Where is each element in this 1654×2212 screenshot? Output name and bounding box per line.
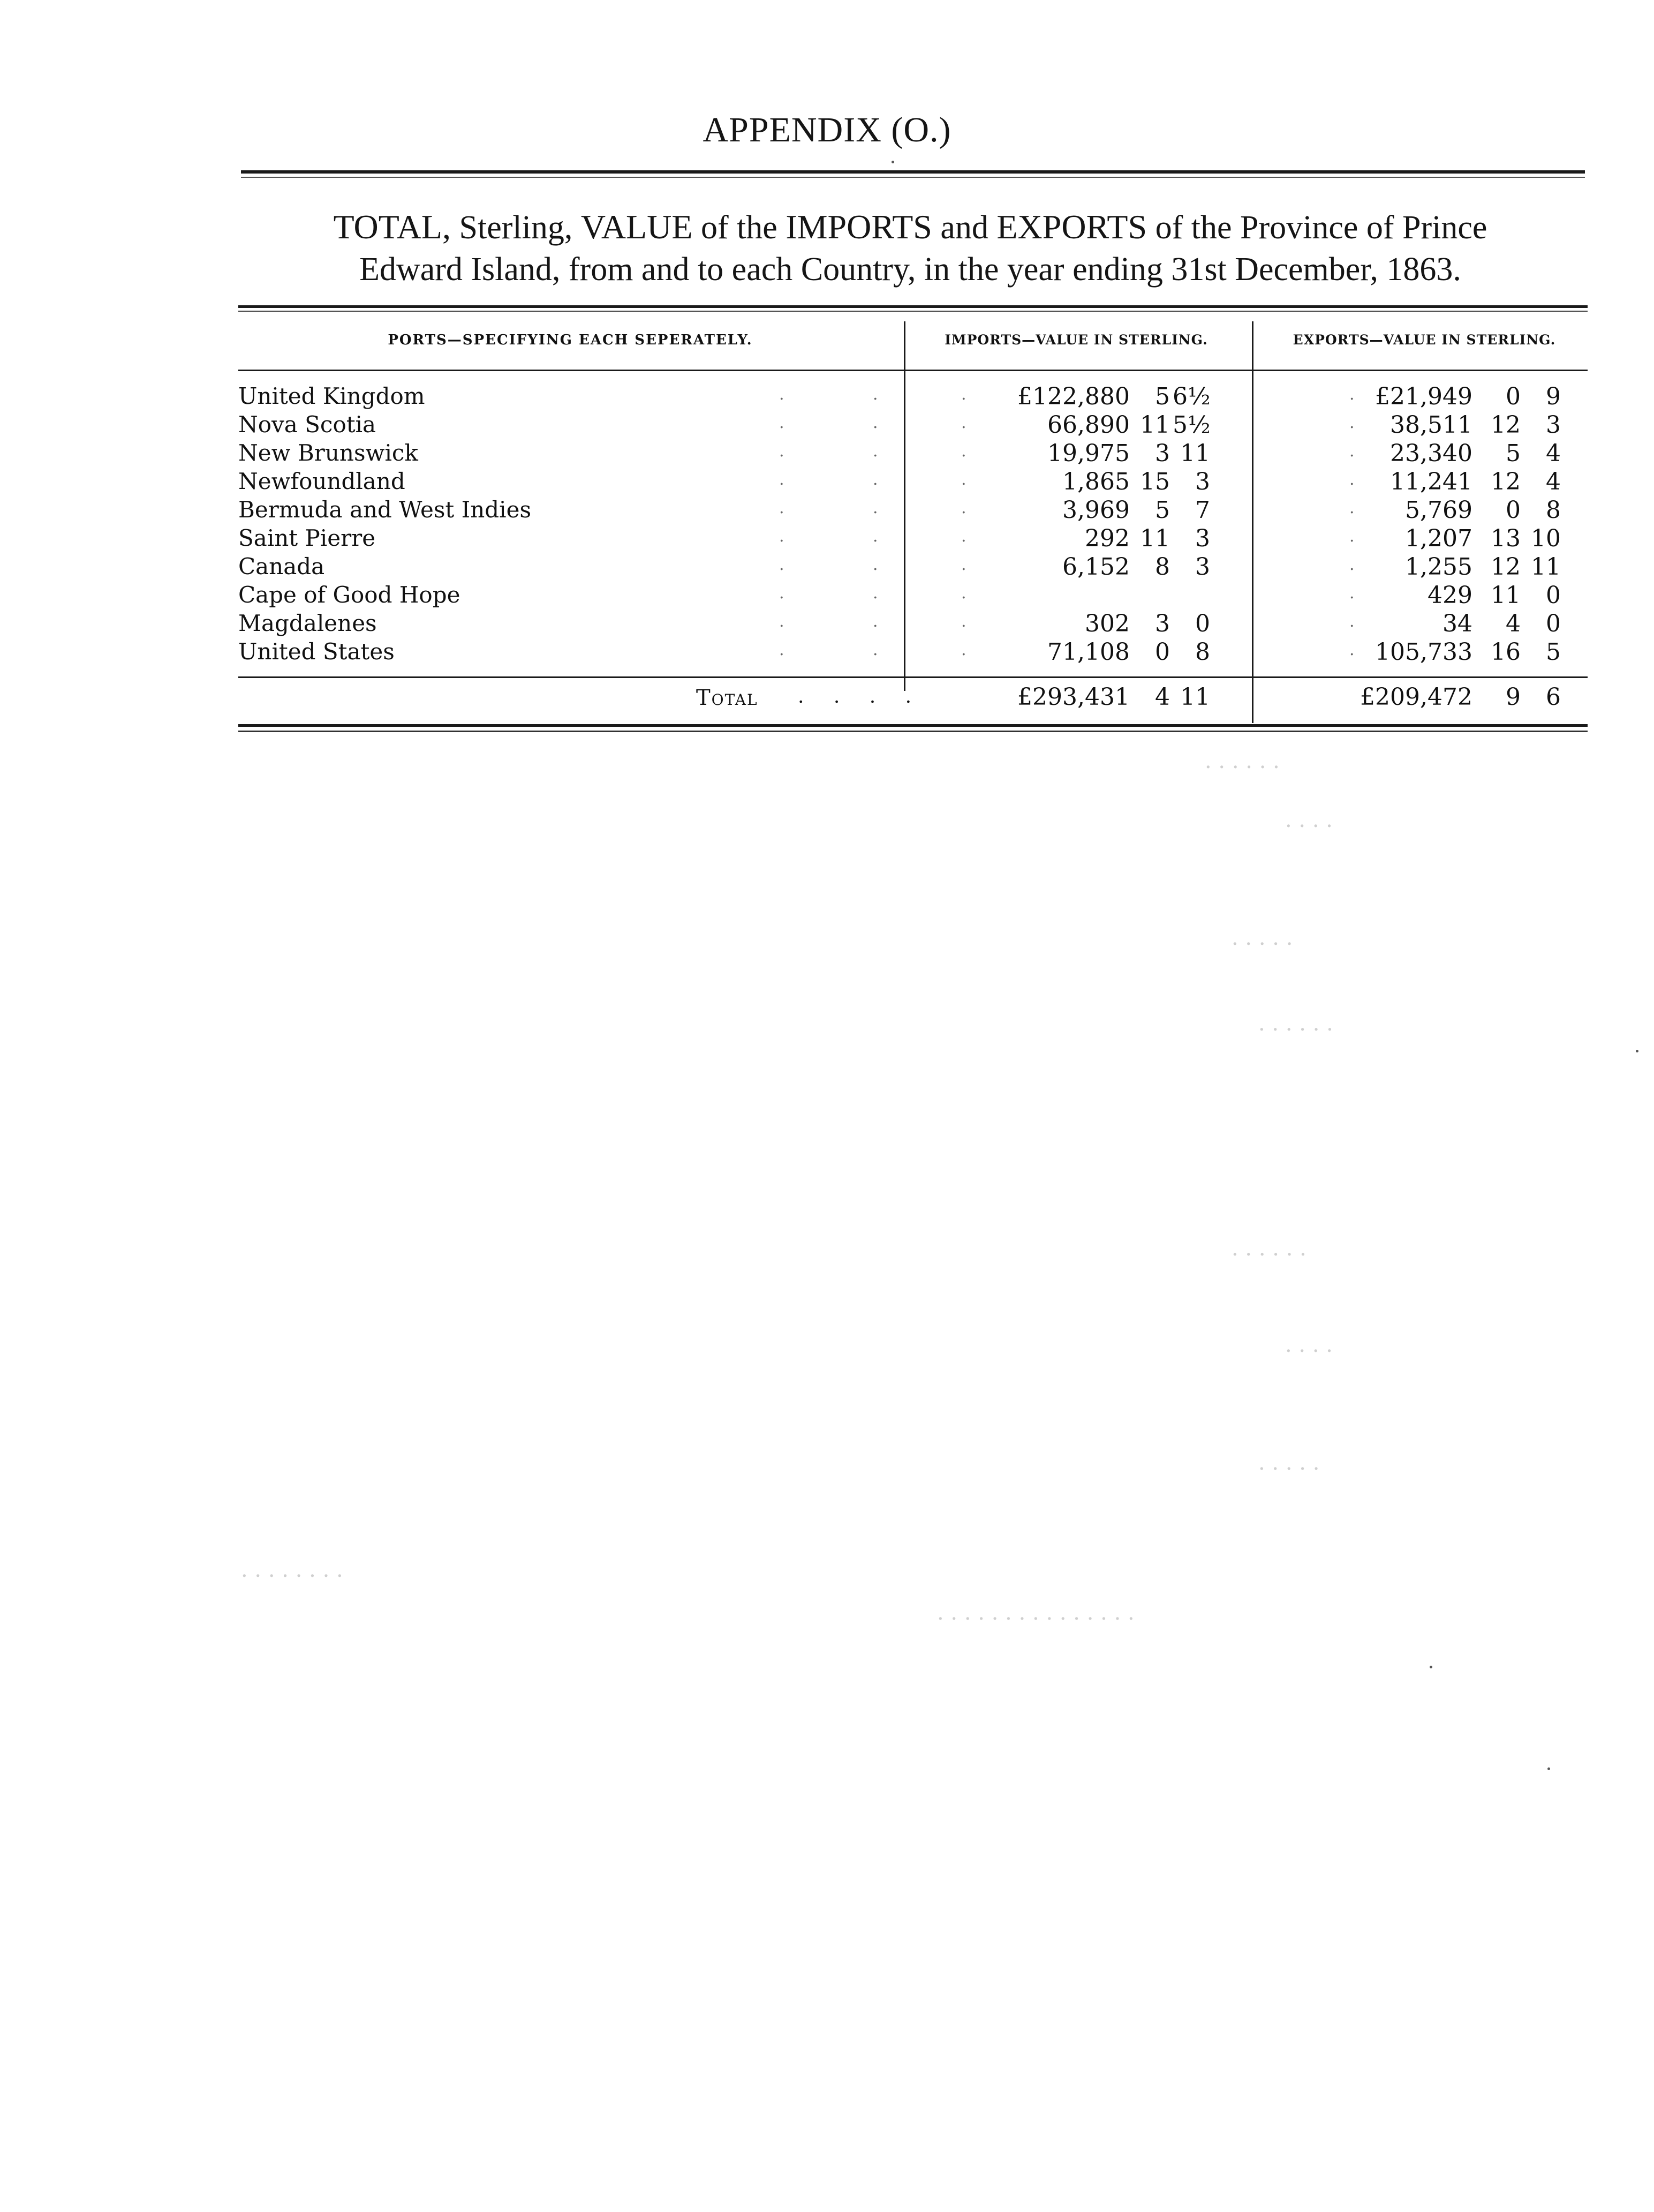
imports-shillings: 0 (1155, 638, 1170, 666)
leader-dot: . (1349, 527, 1355, 546)
port-name: United Kingdom (238, 383, 425, 409)
leader-dot: . (1349, 499, 1355, 517)
total-imports-shillings: 4 (1155, 683, 1170, 711)
imports-pence: 5½ (1173, 411, 1211, 439)
port-name: Newfoundland (238, 468, 405, 494)
imports-shillings: 5 (1155, 383, 1170, 410)
column-divider-2 (1252, 321, 1253, 723)
leader-dot: . (779, 584, 784, 603)
imports-pence: 3 (1195, 553, 1210, 581)
total-imports-pounds: £293,431 (1017, 683, 1130, 711)
imports-pence: 6½ (1173, 383, 1211, 410)
leader-dot: . (1349, 442, 1355, 461)
leader-dot: . (779, 499, 784, 517)
leader-dot: . (1349, 385, 1355, 404)
exports-pence: 9 (1546, 383, 1561, 410)
leader-dot: . (779, 470, 784, 489)
leader-dot: . (779, 527, 784, 546)
page-speck (1547, 1767, 1550, 1770)
imports-shillings: 5 (1155, 496, 1170, 524)
port-name: United States (238, 638, 395, 665)
imports-pounds: 3,969 (1062, 496, 1130, 524)
total-exports-pence: 6 (1546, 683, 1561, 711)
title-text-1: Sterling, (451, 209, 581, 246)
imports-shillings: 3 (1155, 440, 1170, 467)
imports-pence: 0 (1195, 610, 1210, 637)
imports-pence: 3 (1195, 468, 1210, 495)
exports-pence: 8 (1546, 496, 1561, 524)
table-top-rule (238, 305, 1588, 308)
port-name: New Brunswick (238, 440, 418, 466)
page-speck (1430, 1666, 1432, 1668)
exports-pence: 10 (1531, 525, 1561, 552)
leader-dot: . (873, 612, 878, 631)
exports-shillings: 13 (1491, 525, 1521, 552)
leader-dot: . (873, 527, 878, 546)
exports-pounds: 1,207 (1405, 525, 1472, 552)
exports-pence: 4 (1546, 440, 1561, 467)
imports-pence: 7 (1195, 496, 1210, 524)
imports-shillings: 15 (1140, 468, 1170, 495)
exports-pence: 3 (1546, 411, 1561, 439)
imports-shillings: 8 (1155, 553, 1170, 581)
leader-dot: . (1349, 470, 1355, 489)
title-line-2: Edward Island, from and to each Country, in the year ending 31st December, 1863. (359, 251, 1461, 288)
appendix-heading: APPENDIX (O.) (703, 110, 951, 149)
leader-dot: . (961, 641, 966, 659)
total-rule (238, 676, 1588, 678)
imports-pence: 3 (1195, 525, 1210, 552)
imports-pence: 8 (1195, 638, 1210, 666)
heading-rule-thick (241, 170, 1585, 174)
title-word-imports: IMPORTS (786, 208, 932, 246)
exports-pence: 0 (1546, 610, 1561, 637)
port-name: Bermuda and West Indies (238, 496, 532, 523)
exports-shillings: 0 (1506, 496, 1521, 524)
port-name: Canada (238, 553, 325, 580)
leader-dot: . (873, 584, 878, 603)
imports-pounds: 6,152 (1062, 553, 1130, 581)
imports-shillings: 11 (1140, 525, 1170, 552)
leader-dot: . (961, 612, 966, 631)
leader-dot: . (873, 385, 878, 404)
leader-dot: . (873, 442, 878, 461)
exports-pence: 5 (1546, 638, 1561, 666)
exports-pounds: 5,769 (1405, 496, 1472, 524)
leader-dot: . (961, 470, 966, 489)
leader-dot: . (1349, 413, 1355, 432)
leader-dot: . (961, 555, 966, 574)
leader-dot: . (873, 470, 878, 489)
exports-pence: 11 (1531, 553, 1561, 581)
total-leader-dots: . . . . (798, 686, 924, 708)
column-header-imports: IMPORTS—VALUE IN STERLING. (945, 332, 1208, 348)
column-header-ports: PORTS—SPECIFYING EACH SEPERATELY. (388, 332, 753, 348)
title-word-exports: EXPORTS (996, 208, 1147, 246)
leader-dot: . (1349, 584, 1355, 603)
table-title (225, 206, 1596, 290)
total-exports-pounds: £209,472 (1360, 683, 1472, 711)
exports-shillings: 5 (1506, 440, 1521, 467)
column-header-exports: EXPORTS—VALUE IN STERLING. (1293, 332, 1556, 348)
imports-pounds: 71,108 (1047, 638, 1130, 666)
exports-pounds: 105,733 (1375, 638, 1472, 666)
heading-rule-thin (241, 177, 1585, 178)
leader-dot: . (1349, 612, 1355, 631)
imports-pounds: 302 (1085, 610, 1130, 637)
leader-dot: . (961, 584, 966, 603)
leader-dot: . (961, 442, 966, 461)
page-speck (892, 161, 894, 163)
table-top-rule-thin (238, 311, 1588, 312)
total-label: Total (696, 686, 758, 710)
exports-shillings: 12 (1491, 411, 1521, 439)
leader-dot: . (779, 555, 784, 574)
title-text-2: of the (692, 209, 786, 246)
imports-pounds: £122,880 (1017, 383, 1130, 410)
leader-dot: . (779, 612, 784, 631)
exports-pence: 4 (1546, 468, 1561, 495)
exports-pounds: 34 (1442, 610, 1472, 637)
leader-dot: . (873, 555, 878, 574)
leader-dot: . (961, 413, 966, 432)
leader-dot: . (779, 413, 784, 432)
imports-pence: 11 (1180, 440, 1210, 467)
leader-dot: . (961, 385, 966, 404)
exports-pence: 0 (1546, 582, 1561, 609)
exports-pounds: 23,340 (1390, 440, 1472, 467)
title-line-1 (225, 206, 1596, 249)
table-bottom-rule-thin (238, 731, 1588, 732)
exports-shillings: 4 (1506, 610, 1521, 637)
port-name: Magdalenes (238, 610, 377, 636)
page-speck (1636, 1050, 1638, 1052)
port-name: Saint Pierre (238, 525, 376, 551)
leader-dot: . (1349, 555, 1355, 574)
title-text-4: of the Province of Prince (1147, 209, 1487, 246)
imports-pounds: 1,865 (1062, 468, 1130, 495)
exports-pounds: 429 (1428, 582, 1472, 609)
imports-shillings: 3 (1155, 610, 1170, 637)
imports-pounds: 66,890 (1047, 411, 1130, 439)
exports-pounds: £21,949 (1375, 383, 1472, 410)
exports-pounds: 1,255 (1405, 553, 1472, 581)
header-rule (238, 370, 1588, 371)
title-text-3: and (932, 209, 997, 246)
leader-dot: . (779, 641, 784, 659)
leader-dot: . (873, 413, 878, 432)
title-word-total: TOTAL, (333, 208, 451, 246)
leader-dot: . (961, 499, 966, 517)
port-name: Cape of Good Hope (238, 582, 460, 608)
exports-shillings: 12 (1491, 553, 1521, 581)
imports-pounds: 292 (1085, 525, 1130, 552)
port-name: Nova Scotia (238, 411, 376, 438)
leader-dot: . (1349, 641, 1355, 659)
exports-pounds: 11,241 (1390, 468, 1472, 495)
leader-dot: . (779, 442, 784, 461)
exports-shillings: 11 (1491, 582, 1521, 609)
total-exports-shillings: 9 (1506, 683, 1521, 711)
imports-shillings: 11 (1140, 411, 1170, 439)
exports-pounds: 38,511 (1390, 411, 1472, 439)
title-word-value: VALUE (580, 208, 693, 246)
column-divider-1 (904, 321, 905, 691)
leader-dot: . (873, 499, 878, 517)
leader-dot: . (779, 385, 784, 404)
exports-shillings: 12 (1491, 468, 1521, 495)
total-imports-pence: 11 (1180, 683, 1210, 711)
table-bottom-rule (238, 724, 1588, 727)
exports-shillings: 16 (1491, 638, 1521, 666)
imports-pounds: 19,975 (1047, 440, 1130, 467)
leader-dot: . (961, 527, 966, 546)
exports-shillings: 0 (1506, 383, 1521, 410)
leader-dot: . (873, 641, 878, 659)
